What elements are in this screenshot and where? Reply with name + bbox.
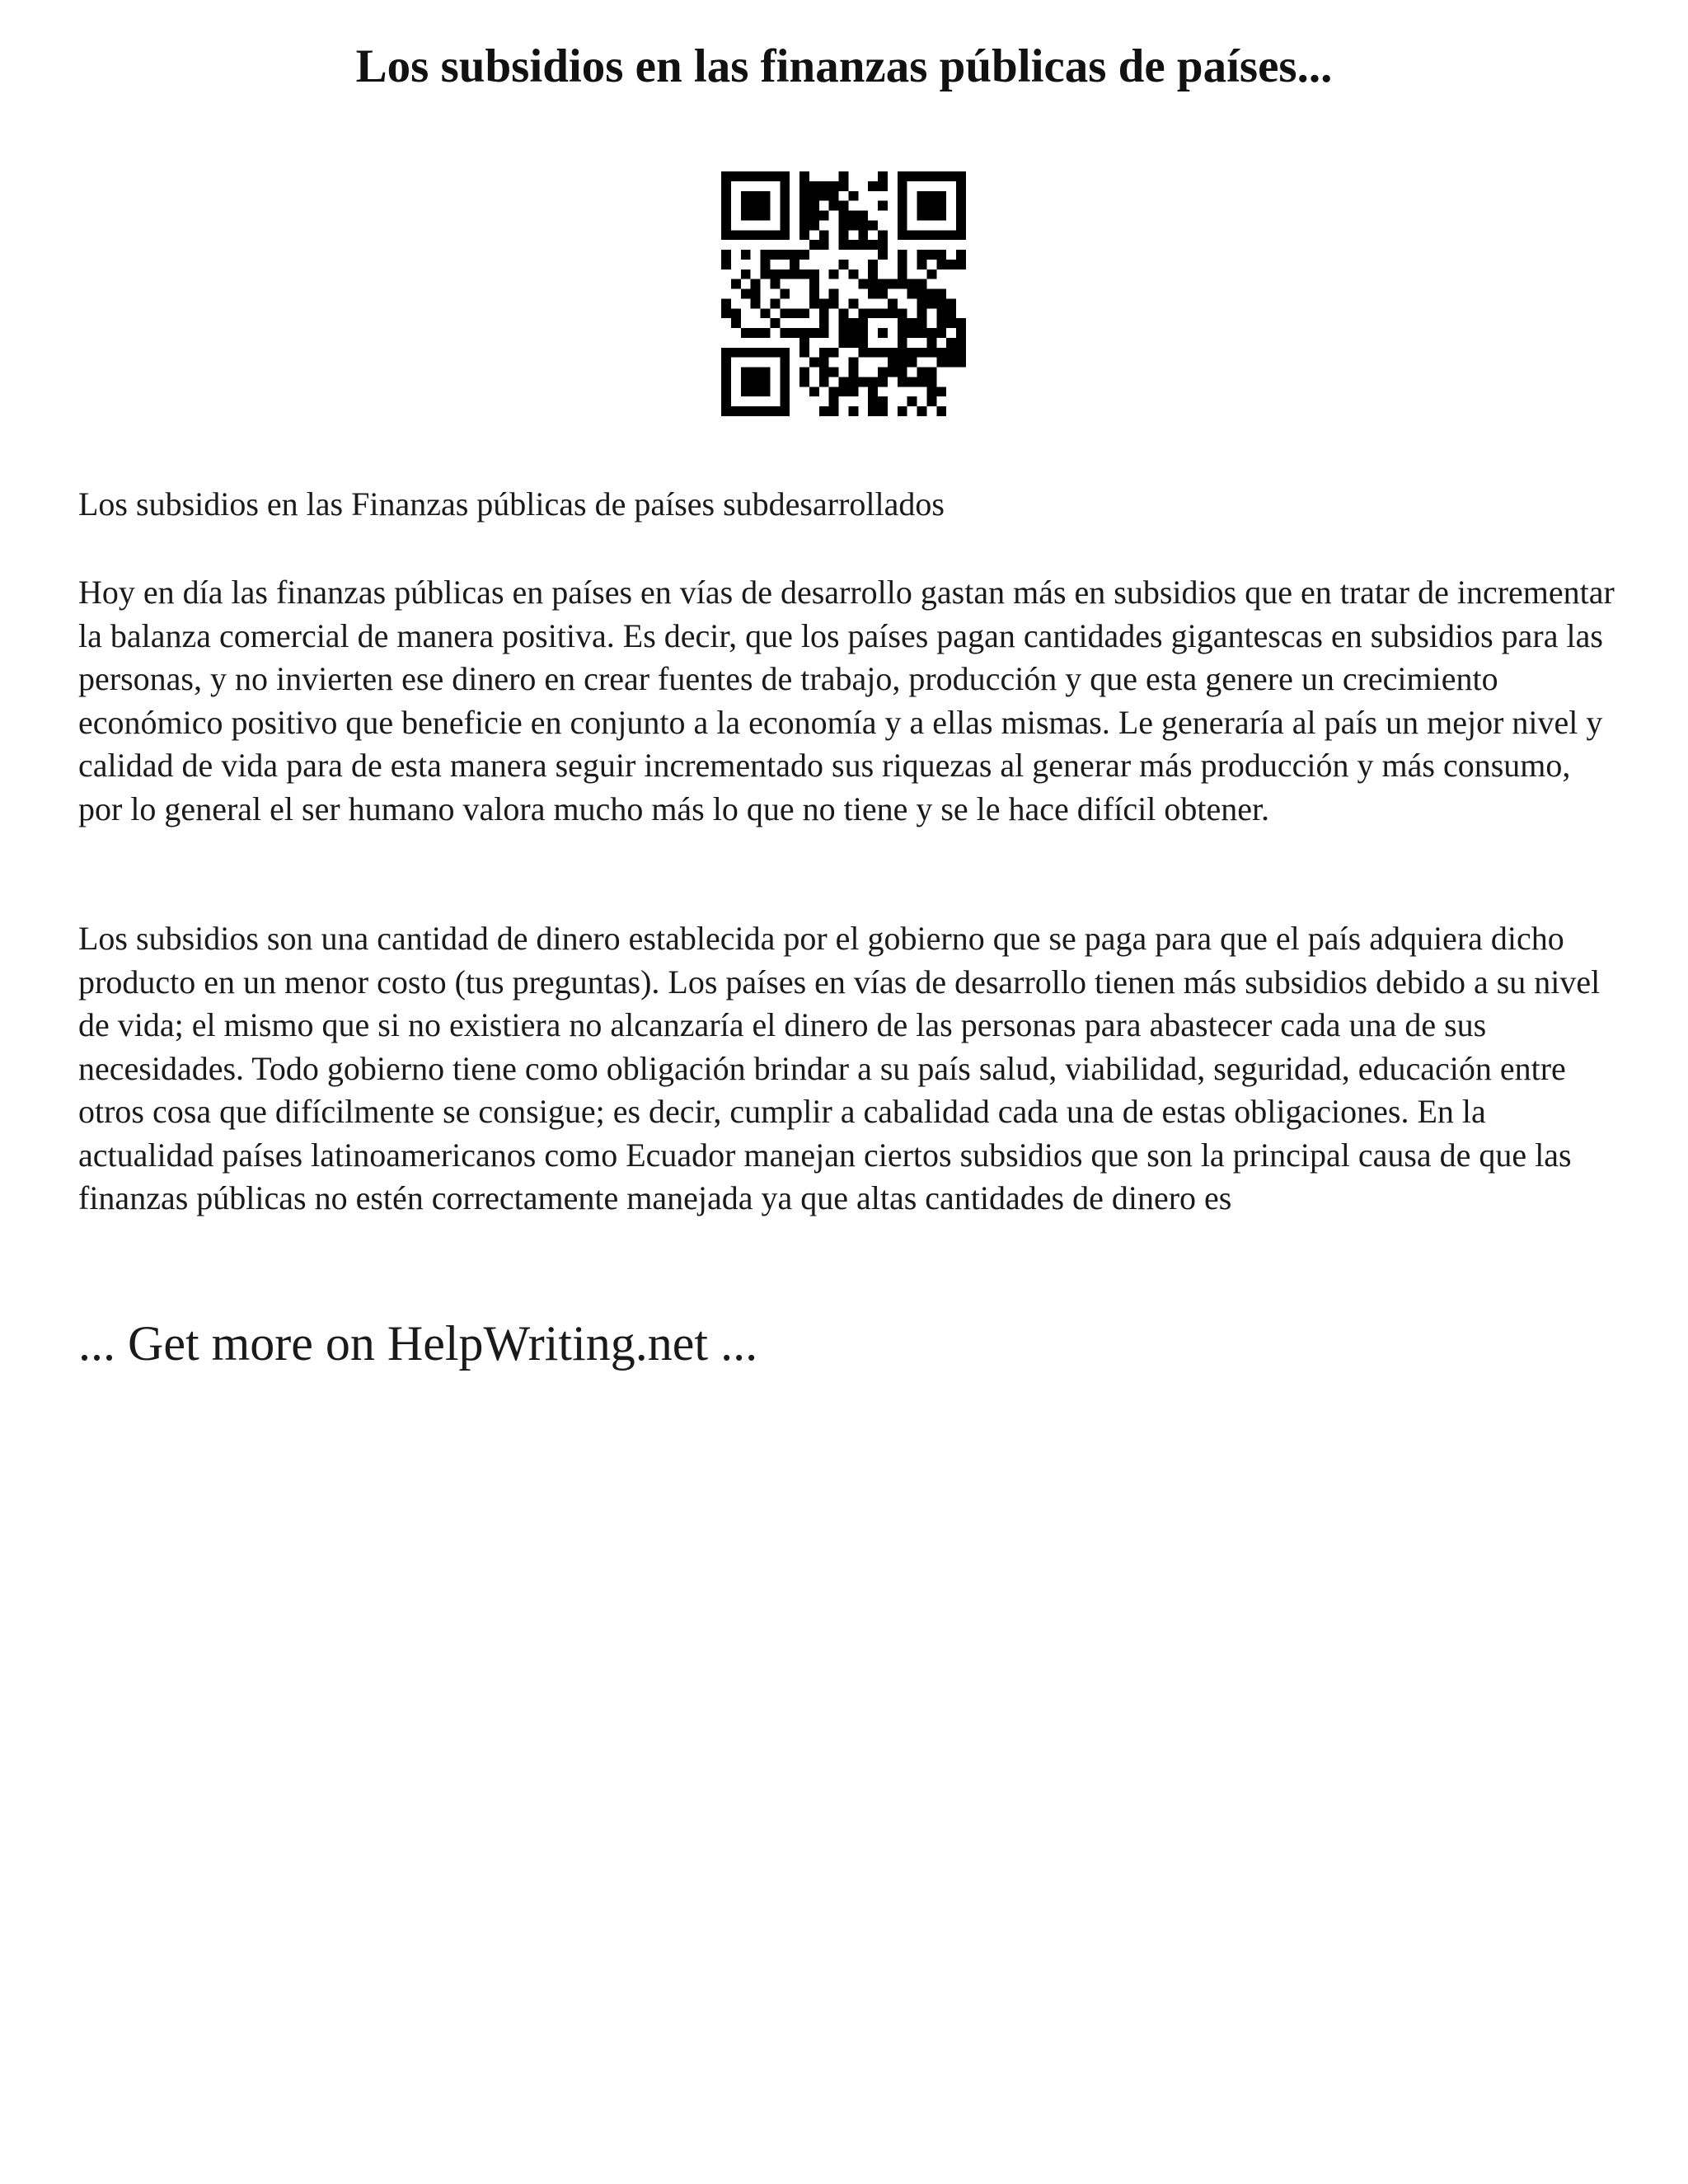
paragraph-2: Los subsidios son una cantidad de dinero establecida por el gobierno que se paga para que el país adquiera dicho producto en un menor costo (tus preguntas). Los países en vías de desarrollo tienen más subsidios debido a su nivel de vida; el mismo que si no existiera no alcanzaría el dinero de las personas para abastecer cada una de sus necesidades. Todo gobierno tiene como obligación brindar a su país salud, viabilidad, seguridad, educación entre otros cosa que difícilmente se consigue; es decir, cumplir a cabalidad cada una de estas obligaciones. En la actualidad países latinoamericanos como Ecuador manejan ciertos subsidios que son la principal causa de que las finanzas públicas no estén correctamente manejada ya que altas cantidades de dinero es [78, 920, 1601, 1216]
paragraph-1: Hoy en día las finanzas públicas en países en vías de desarrollo gastan más en subsidios que en tratar de incrementar la balanza comercial de manera positiva. Es decir, que los países pagan cantidades gigantescas en subsidios para las personas, y no invierten ese dinero en crear fuentes de trabajo, producción y que esta genere un crecimiento económico positivo que beneficie en conjunto a la economía y a ellas mismas. Le generaría al país un mejor nivel y calidad de vida para de esta manera seguir incrementado sus riquezas al generar más producción y más consumo, por lo general el ser humano valora mucho más lo que no tiene y se le hace difícil obtener. [78, 574, 1615, 827]
qr-code-icon [721, 171, 966, 416]
page-title: Los subsidios en las finanzas públicas de países... [355, 40, 1333, 92]
document-subtitle: Los subsidios en las Finanzas públicas de países subdesarrollados [78, 485, 945, 523]
get-more-link[interactable]: ... Get more on HelpWriting.net ... [78, 1316, 758, 1371]
